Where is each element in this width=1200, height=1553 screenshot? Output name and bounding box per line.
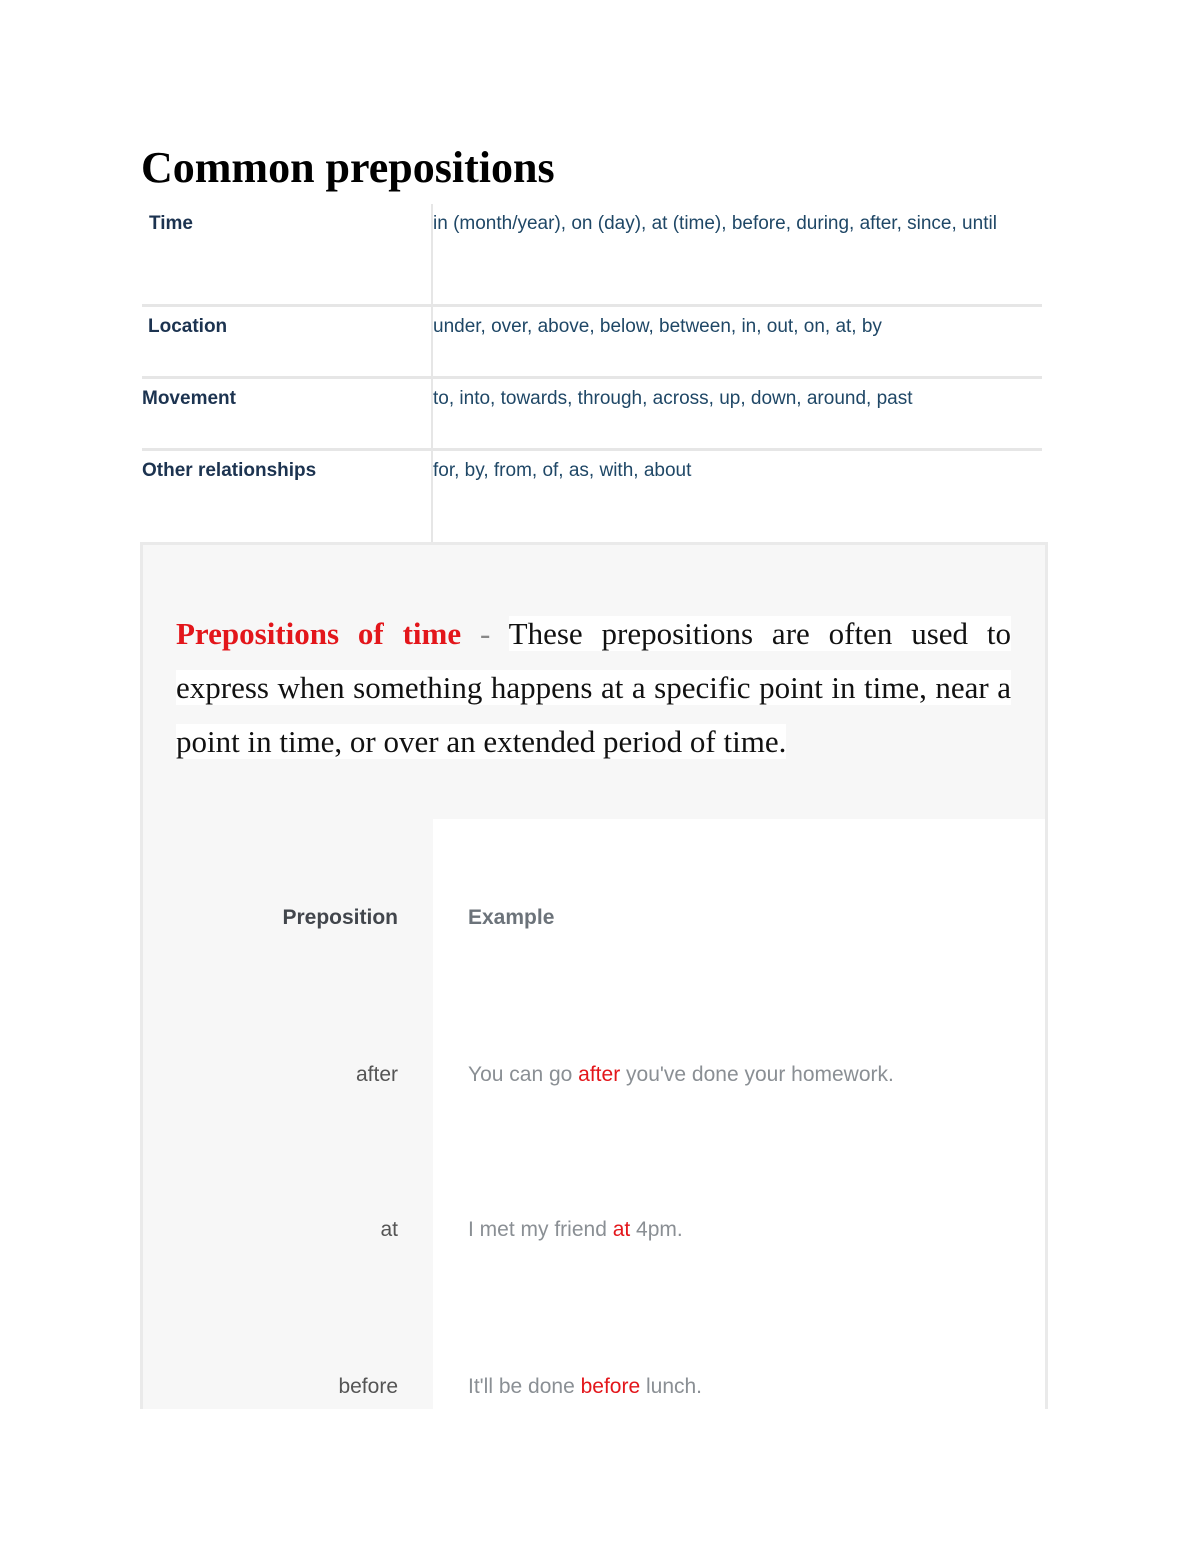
page-title: Common prepositions	[141, 143, 555, 192]
prepositions-of-time-panel	[140, 542, 1048, 1409]
header-preposition: Preposition	[282, 906, 398, 929]
category-label: Other relationships	[142, 460, 317, 481]
example-text: lunch.	[640, 1375, 703, 1398]
summary-row-location	[142, 304, 1042, 376]
category-examples: in (month/year), on (day), at (time), before, during, after, since, until	[433, 213, 997, 234]
intro-text: These prepositions are often used to express when something happens at a specific point in time, near a point in time, or over an extended period of time.	[176, 616, 1011, 759]
example-text: 4pm.	[630, 1218, 683, 1241]
prepositions-summary-table	[142, 204, 1042, 543]
category-examples: for, by, from, of, as, with, about	[433, 460, 692, 481]
category-examples: to, into, towards, through, across, up, down, around, past	[433, 388, 913, 409]
table-row-preposition: before	[338, 1375, 398, 1398]
category-label: Time	[149, 213, 194, 234]
highlighted-preposition: at	[612, 1218, 631, 1241]
example-text: You can go	[468, 1063, 579, 1086]
example-text: I met my friend	[468, 1218, 613, 1241]
section-label: Prepositions of time	[176, 616, 462, 651]
highlighted-preposition: after	[578, 1063, 621, 1086]
summary-row-time	[142, 204, 1042, 304]
category-label: Movement	[142, 388, 236, 409]
table-row-preposition: after	[355, 1063, 398, 1086]
table-row-example	[468, 1217, 683, 1243]
table-row-example	[468, 1062, 894, 1088]
table-row-preposition: at	[380, 1218, 398, 1241]
summary-row-other	[142, 448, 1042, 543]
intro-paragraph	[176, 607, 1011, 769]
example-text: It'll be done	[468, 1375, 581, 1398]
highlighted-preposition: before	[580, 1375, 641, 1398]
header-example: Example	[468, 906, 555, 929]
summary-row-movement	[142, 376, 1042, 448]
table-row-example	[468, 1374, 702, 1400]
category-examples: under, over, above, below, between, in, out, on, at, by	[433, 316, 882, 337]
category-label: Location	[148, 316, 228, 337]
example-text: you've done your homework.	[620, 1063, 894, 1086]
separator-dash: -	[480, 616, 491, 651]
